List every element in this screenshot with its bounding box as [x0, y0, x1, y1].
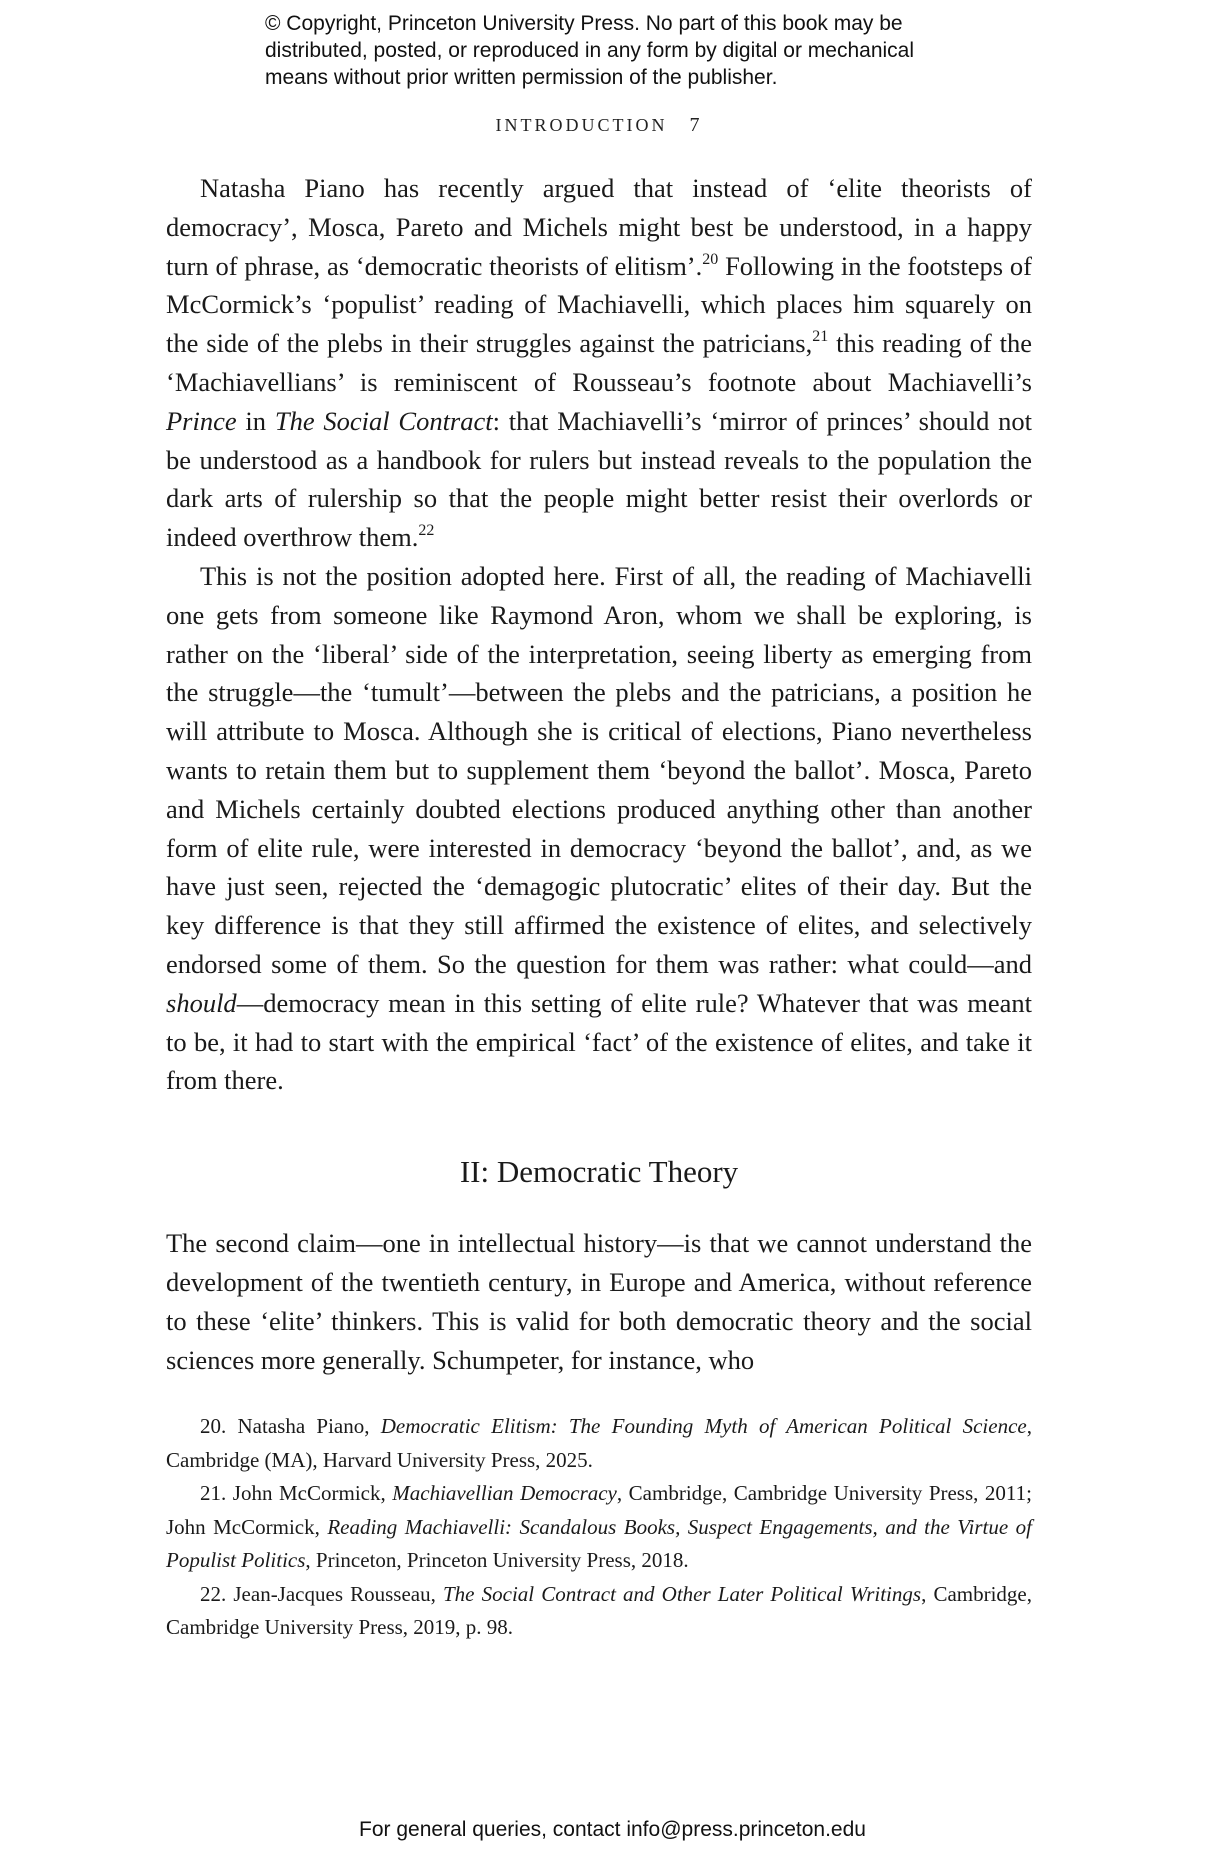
italic-title: The Social Contract and Other Later Political Writings — [443, 1581, 922, 1606]
body-text — [166, 169, 1032, 1379]
running-head-title: INTRODUCTION — [495, 115, 668, 135]
paragraph — [166, 169, 1032, 557]
italic-title: Prince — [166, 405, 237, 436]
text-run: , Cambridge (MA), Harvard University Press, 2025. — [166, 1414, 1032, 1472]
italic-title: Machiavellian Democracy — [392, 1481, 617, 1505]
text-run: : that Machiavelli’s ‘mirror of princes’ should not be understood as a handbook for rulers but instead reveals to the population the dark arts of rulership so that the people might better resist their overlords or indeed overthrow them. — [166, 405, 1032, 553]
text-run: 22. Jean-Jacques Rousseau, — [200, 1581, 443, 1606]
text-run: 21. John McCormick, — [200, 1481, 393, 1505]
text-run: —democracy mean in this setting of elite rule? Whatever that was meant to be, it had to start with the empirical ‘fact’ of the existence of elites, and take it from there. — [166, 987, 1032, 1096]
italic-title: Reading Machiavelli: Scandalous Books, Suspect Engagements, and the Virtue of Populist Politics — [166, 1514, 1032, 1572]
copyright-line: distributed, posted, or reproduced in any form by digital or mechanical — [265, 39, 915, 62]
footnote-21 — [166, 1477, 1032, 1578]
text-run: , Princeton, Princeton University Press, 2018. — [305, 1548, 689, 1572]
copyright-line: © Copyright, Princeton University Press. No part of this book may be — [265, 12, 903, 35]
footnote-ref-21[interactable]: 21 — [812, 328, 829, 346]
contact-footer: For general queries, contact info@press.princeton.edu — [359, 1818, 866, 1841]
running-head — [0, 114, 1195, 137]
section-heading: II: Democratic Theory — [459, 1154, 739, 1190]
text-run: , Cambridge, Cambridge University Press, 2011; John McCormick, — [166, 1481, 1032, 1539]
copyright-notice — [265, 10, 985, 91]
text-run: , Cambridge, Cambridge University Press, 2019, p. 98. — [166, 1581, 1033, 1639]
italic-title: The Social Contract — [274, 405, 493, 436]
footnote-20 — [166, 1410, 1032, 1477]
italic-word: should — [166, 987, 237, 1018]
text-run: Natasha Piano has recently argued that instead of ‘elite theorists of democracy’, Mosca, Pareto and Michels might best be understood, in a happy turn of phrase, as ‘democratic theorists of elitism’. — [166, 173, 1032, 281]
text-run: this reading of the ‘Machiavellians’ is reminiscent of Rousseau’s footnote about Machiavelli’s — [166, 328, 1032, 397]
footnotes — [166, 1410, 1032, 1645]
paragraph — [166, 557, 1032, 1100]
footnote-22 — [166, 1578, 1032, 1645]
footnote-ref-20[interactable]: 20 — [702, 250, 719, 268]
text-run: Following in the footsteps of McCormick’s ‘populist’ reading of Machiavelli, which places him squarely on the side of the plebs in their struggles against the patricians, — [166, 250, 1033, 359]
copyright-line: means without prior written permission of the publisher. — [265, 66, 778, 89]
text-run: in — [236, 405, 275, 436]
page-number: 7 — [689, 114, 700, 136]
text-run: This is not the position adopted here. First of all, the reading of Machiavelli one gets from someone like Raymond Aron, whom we shall be exploring, is rather on the ‘liberal’ side of the interpretation, seeing liberty as emerging from the struggle—the ‘tumult’—between the plebs and the patricians, a position he will attribute to Mosca. Although she is critical of elections, Piano nevertheless wants to retain them but to supplement them ‘beyond the ballot’. Mosca, Pareto and Michels certainly doubted elections produced anything other than another form of elite rule, were interested in democracy ‘beyond the ballot’, and, as we have just seen, rejected the ‘demagogic plutocratic’ elites of their day. But the key difference is that they still affirmed the existence of elites, and selectively endorsed some of them. So the question for them was rather: what could—and — [166, 560, 1032, 979]
paragraph: The second claim—one in intellectual history—is that we cannot understand the development of the twentieth century, in Europe and America, without reference to these ‘elite’ thinkers. This is valid for both democratic theory and the social sciences more generally. Schumpeter, for instance, who — [166, 1228, 1032, 1375]
italic-title: Democratic Elitism: The Founding Myth of American Political Science — [380, 1414, 1027, 1438]
footnote-ref-22[interactable]: 22 — [418, 522, 435, 540]
text-run: 20. Natasha Piano, — [200, 1414, 381, 1438]
